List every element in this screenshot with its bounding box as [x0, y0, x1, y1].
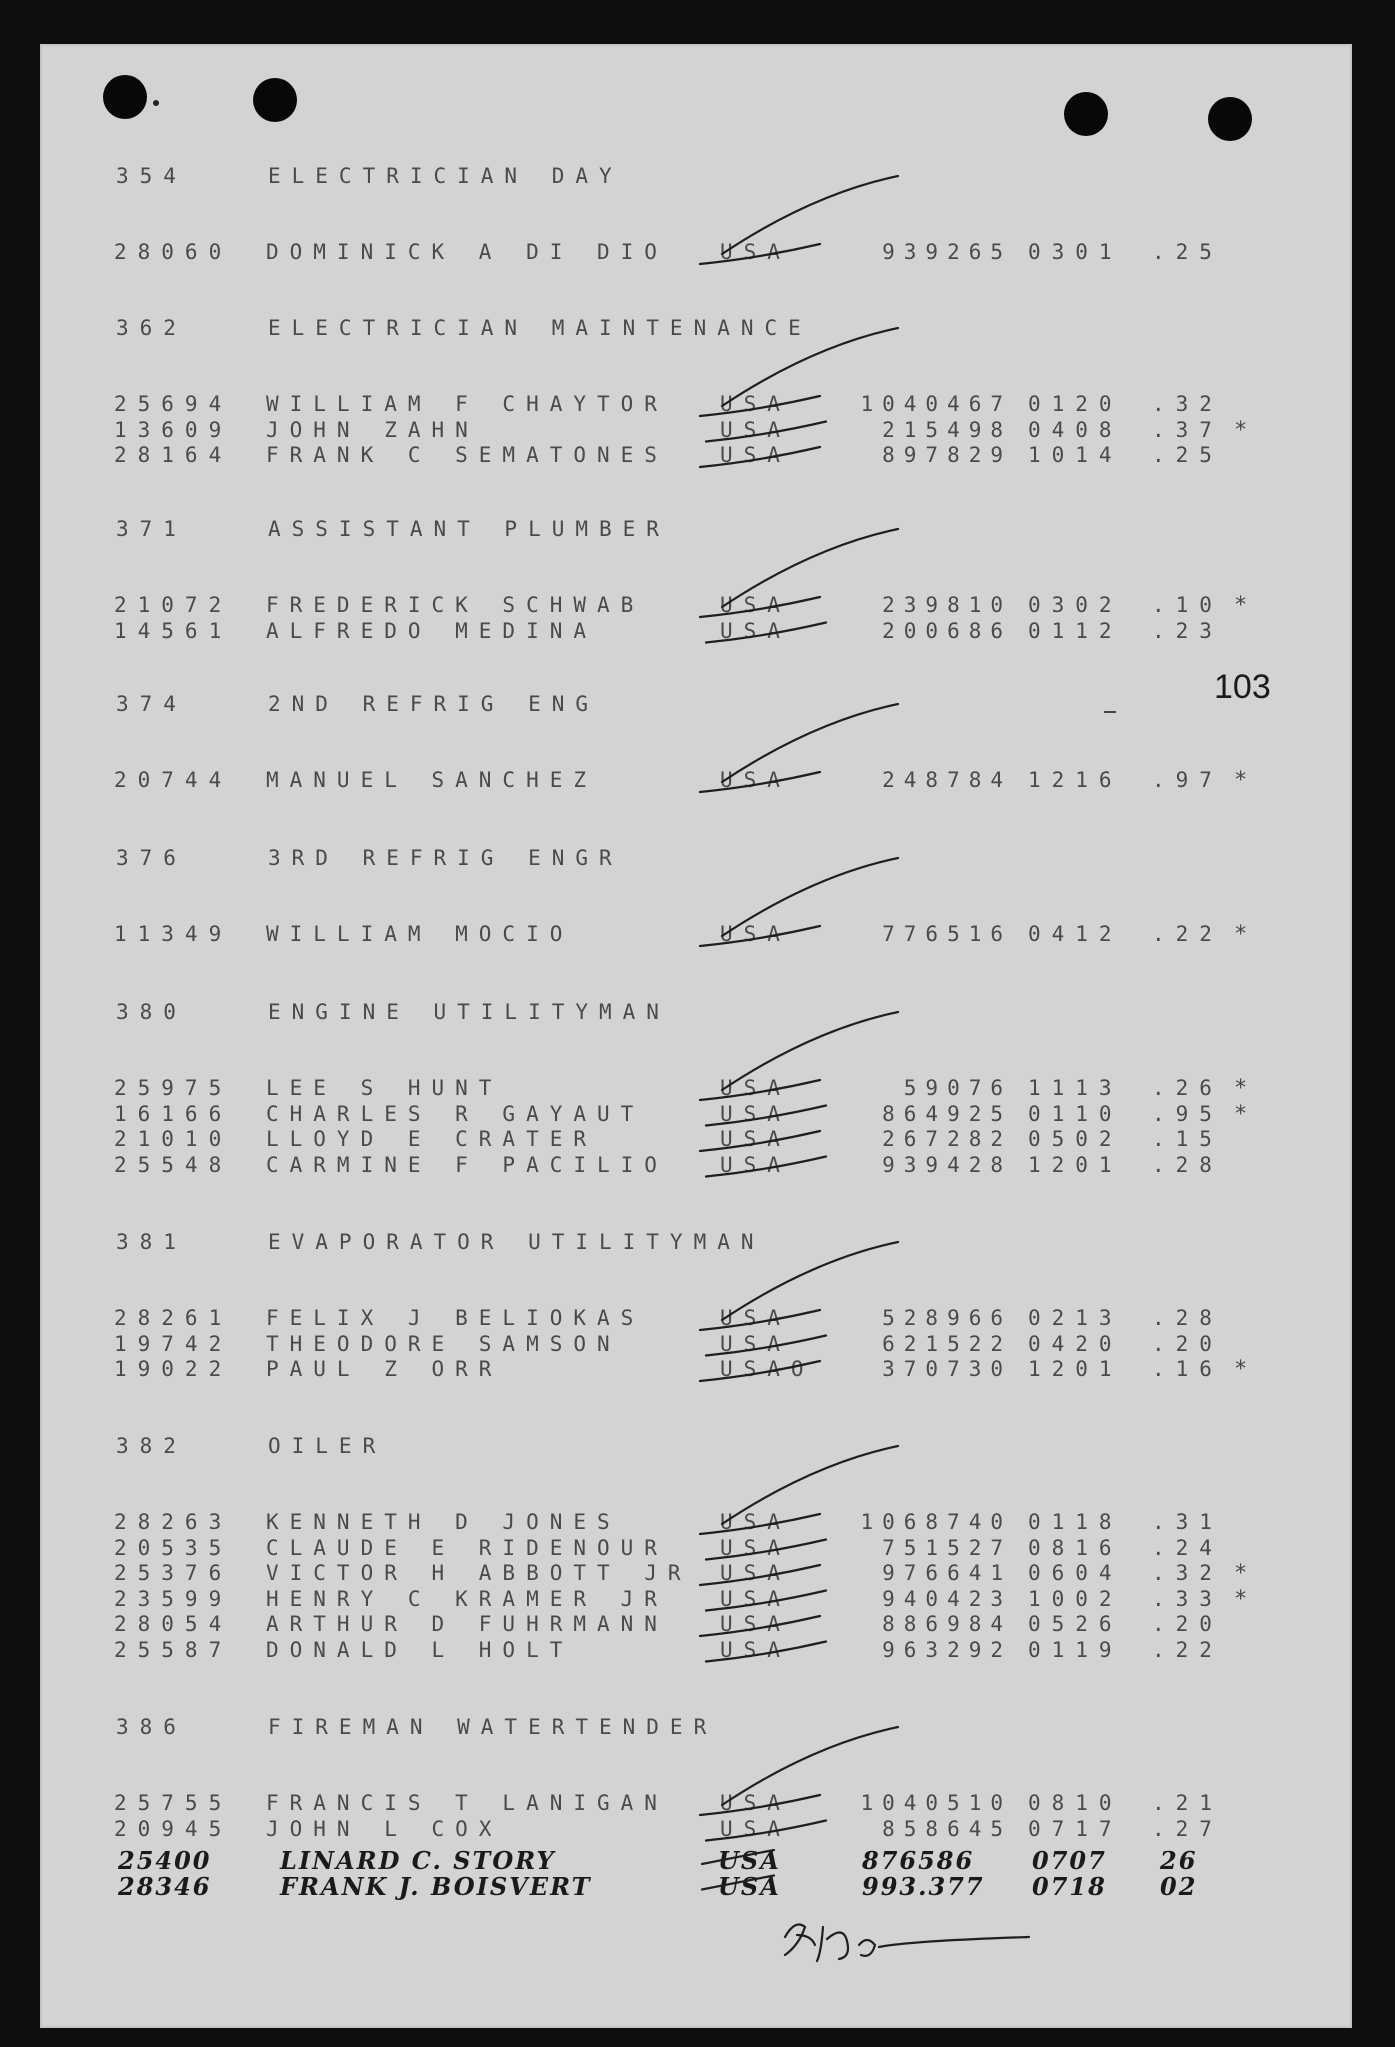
section-header	[0, 1715, 1395, 1743]
date-code: 0302	[1028, 593, 1123, 617]
asterisk-flag: *	[1234, 1561, 1248, 1586]
crew-id: 25587	[114, 1637, 233, 1662]
rate: .20	[1152, 1331, 1223, 1356]
crew-name: LINARD C. STORY	[280, 1846, 556, 1875]
document-number: 993.377	[862, 1871, 985, 1901]
date-code: 0526	[1028, 1612, 1123, 1636]
rate: .31	[1152, 1510, 1223, 1534]
rate: .95	[1152, 1101, 1223, 1126]
citizenship: USA	[720, 1816, 791, 1841]
crew-name: JOHN ZAHN	[266, 417, 479, 442]
rate: 02	[1160, 1871, 1198, 1901]
date-code: 0412	[1028, 922, 1123, 946]
section-header	[0, 316, 1395, 344]
citizenship: USA	[720, 1152, 791, 1177]
date-code: 0810	[1028, 1791, 1123, 1815]
citizenship: USA	[720, 1101, 791, 1126]
citizenship: USA	[718, 1846, 781, 1875]
crew-row	[0, 1587, 1395, 1615]
job-title: 3RD REFRIG ENGR	[268, 846, 623, 870]
handwritten-row	[0, 1872, 1395, 1904]
citizenship: USA	[720, 618, 791, 643]
date-code: 0301	[1028, 240, 1123, 264]
crew-name: CHARLES R GAYAUT	[266, 1101, 645, 1126]
document-number: 976641	[882, 1561, 1012, 1585]
crew-row	[0, 392, 1395, 420]
crew-id: 13609	[114, 417, 233, 442]
job-code: 382	[116, 1434, 187, 1458]
job-title: FIREMAN WATERTENDER	[268, 1715, 718, 1739]
document-number: 858645	[882, 1816, 1012, 1841]
date-code: 1216	[1028, 768, 1123, 792]
job-code: 354	[116, 164, 187, 188]
date-code: 0119	[1028, 1637, 1123, 1662]
asterisk-flag: *	[1234, 417, 1248, 443]
page-number: 103	[1214, 668, 1271, 706]
section-header	[0, 164, 1395, 192]
rate: .25	[1152, 240, 1223, 264]
rate: .25	[1152, 443, 1223, 467]
job-title: ASSISTANT PLUMBER	[268, 517, 670, 541]
citizenship: USA	[720, 240, 791, 264]
rate: .28	[1152, 1306, 1223, 1330]
rate: .24	[1152, 1535, 1223, 1560]
document-number: 370730	[882, 1357, 1012, 1381]
crew-name: ARTHUR D FUHRMANN	[266, 1612, 668, 1636]
citizenship: USA	[720, 1510, 791, 1534]
asterisk-flag: *	[1234, 1101, 1248, 1127]
rate: .21	[1152, 1791, 1223, 1815]
crew-name: PAUL Z ORR	[266, 1357, 503, 1381]
punch-hole	[103, 75, 147, 119]
crew-row	[0, 1076, 1395, 1104]
job-title: ELECTRICIAN DAY	[268, 164, 623, 188]
crew-row	[0, 1332, 1395, 1360]
document-number: 876586	[862, 1846, 975, 1875]
crew-name: FELIX J BELIOKAS	[266, 1306, 645, 1330]
crew-row	[0, 1561, 1395, 1589]
job-code: 374	[116, 692, 187, 716]
crew-row	[0, 240, 1395, 268]
date-code: 0816	[1028, 1535, 1123, 1560]
citizenship: USA	[720, 922, 791, 946]
citizenship: USA	[720, 1535, 791, 1560]
crew-id: 28263	[114, 1510, 233, 1534]
job-code: 362	[116, 316, 187, 340]
document-number: 939428	[882, 1152, 1012, 1177]
crew-id: 25975	[114, 1076, 233, 1100]
crew-row	[0, 1357, 1395, 1385]
date-code: 0112	[1028, 618, 1123, 643]
crew-row	[0, 922, 1395, 950]
crew-row	[0, 1127, 1395, 1155]
crew-id: 25400	[118, 1846, 212, 1875]
crew-id: 23599	[114, 1586, 233, 1611]
asterisk-flag: *	[1234, 1586, 1248, 1612]
citizenship: USA	[720, 593, 791, 617]
crew-name: WILLIAM MOCIO	[266, 922, 574, 946]
crew-name: WILLIAM F CHAYTOR	[266, 392, 668, 416]
section-header	[0, 1230, 1395, 1258]
section-header	[0, 517, 1395, 545]
asterisk-flag: *	[1234, 922, 1248, 947]
crew-id: 20744	[114, 768, 233, 792]
job-title: OILER	[268, 1434, 387, 1458]
crew-name: ALFREDO MEDINA	[266, 618, 598, 643]
citizenship: USA	[720, 1637, 791, 1662]
document-number: 1040510	[860, 1791, 1012, 1815]
crew-id: 25694	[114, 392, 233, 416]
crew-id: 21072	[114, 593, 233, 617]
rate: .16	[1152, 1357, 1223, 1381]
punch-hole	[1208, 97, 1252, 141]
date-code: 1002	[1028, 1586, 1123, 1611]
citizenship: USA	[720, 392, 791, 416]
rate: .15	[1152, 1127, 1223, 1151]
document-number: 239810	[882, 593, 1012, 617]
job-code: 376	[116, 846, 187, 870]
citizenship: USA	[720, 1306, 791, 1330]
citizenship: USA	[720, 417, 791, 442]
rate: .37	[1152, 417, 1223, 442]
document-number: 528966	[882, 1306, 1012, 1330]
crew-row	[0, 1536, 1395, 1564]
document-number: 1040467	[860, 392, 1012, 416]
date-code: 0118	[1028, 1510, 1123, 1534]
crew-name: MANUEL SANCHEZ	[266, 768, 598, 792]
crew-id: 25548	[114, 1152, 233, 1177]
crew-row	[0, 1612, 1395, 1640]
citizenship: USA	[720, 1127, 791, 1151]
section-header	[0, 1000, 1395, 1028]
document-number: 776516	[882, 922, 1012, 946]
rate: .23	[1152, 618, 1223, 643]
citizenship: USAO	[720, 1357, 815, 1381]
crew-name: FRANK C SEMATONES	[266, 443, 668, 467]
job-code: 371	[116, 517, 187, 541]
document-number: 886984	[882, 1612, 1012, 1636]
crew-name: FRANCIS T LANIGAN	[266, 1791, 668, 1815]
date-code: 1201	[1028, 1357, 1123, 1381]
rate: .28	[1152, 1152, 1223, 1177]
crew-id: 20535	[114, 1535, 233, 1560]
date-code: 0408	[1028, 417, 1123, 442]
rate: .32	[1152, 392, 1223, 416]
date-code: 0717	[1028, 1816, 1123, 1841]
crew-row	[0, 768, 1395, 796]
date-code: 0420	[1028, 1331, 1123, 1356]
rate: .10	[1152, 593, 1223, 617]
rate: .27	[1152, 1816, 1223, 1841]
crew-name: LLOYD E CRATER	[266, 1127, 598, 1151]
rate: 26	[1160, 1846, 1198, 1875]
crew-name: DOMINICK A DI DIO	[266, 240, 668, 264]
crew-name: CARMINE F PACILIO	[266, 1152, 668, 1177]
job-title: EVAPORATOR UTILITYMAN	[268, 1230, 765, 1254]
document-number: 248784	[882, 768, 1012, 792]
section-header	[0, 846, 1395, 874]
crew-id: 25755	[114, 1791, 233, 1815]
crew-row	[0, 1306, 1395, 1334]
crew-id: 14561	[114, 618, 233, 643]
crew-row	[0, 1153, 1395, 1181]
crew-row	[0, 1791, 1395, 1819]
stray-mark	[153, 100, 159, 106]
crew-row	[0, 1102, 1395, 1130]
asterisk-flag: *	[1234, 1076, 1248, 1101]
citizenship: USA	[720, 443, 791, 467]
date-code: 0120	[1028, 392, 1123, 416]
crew-id: 21010	[114, 1127, 233, 1151]
crew-row	[0, 593, 1395, 621]
date-code: 0502	[1028, 1127, 1123, 1151]
crew-id: 11349	[114, 922, 233, 946]
crew-row	[0, 1638, 1395, 1666]
document-number: 59076	[903, 1076, 1012, 1100]
crew-id: 16166	[114, 1101, 233, 1126]
date-code: 0718	[1032, 1871, 1107, 1901]
citizenship: USA	[720, 1791, 791, 1815]
job-code: 380	[116, 1000, 187, 1024]
crew-id: 28164	[114, 443, 233, 467]
section-header	[0, 1434, 1395, 1462]
rate: .33	[1152, 1586, 1223, 1611]
punch-hole	[253, 78, 297, 122]
rate: .97	[1152, 768, 1223, 792]
document-number: 940423	[882, 1586, 1012, 1611]
crew-name: KENNETH D JONES	[266, 1510, 621, 1534]
date-code: 0110	[1028, 1101, 1123, 1126]
asterisk-flag: *	[1234, 593, 1248, 618]
crew-id: 28346	[118, 1871, 212, 1901]
crew-row	[0, 418, 1395, 446]
citizenship: USA	[720, 768, 791, 792]
document-number: 939265	[882, 240, 1012, 264]
crew-id: 28261	[114, 1306, 233, 1330]
rate: .20	[1152, 1612, 1223, 1636]
crew-id: 28060	[114, 240, 233, 264]
document-number: 864925	[882, 1101, 1012, 1126]
date-code: 1014	[1028, 443, 1123, 467]
crew-name: THEODORE SAMSON	[266, 1331, 621, 1356]
document-number: 1068740	[860, 1510, 1012, 1534]
crew-name: HENRY C KRAMER JR	[266, 1586, 668, 1611]
asterisk-flag: *	[1234, 1357, 1248, 1382]
citizenship: USA	[720, 1331, 791, 1356]
job-code: 381	[116, 1230, 187, 1254]
crew-row	[0, 1510, 1395, 1538]
asterisk-flag: *	[1234, 768, 1248, 793]
section-header	[0, 692, 1395, 720]
job-code: 386	[116, 1715, 187, 1739]
crew-id: 19742	[114, 1331, 233, 1356]
document-number: 215498	[882, 417, 1012, 442]
crew-name: CLAUDE E RIDENOUR	[266, 1535, 668, 1560]
crew-id: 19022	[114, 1357, 233, 1381]
citizenship: USA	[720, 1586, 791, 1611]
rate: .26	[1152, 1076, 1223, 1100]
crew-row	[0, 1817, 1395, 1845]
rate: .22	[1152, 1637, 1223, 1662]
document-number: 267282	[882, 1127, 1012, 1151]
date-code: 0213	[1028, 1306, 1123, 1330]
citizenship: USA	[720, 1612, 791, 1636]
punch-hole	[1064, 92, 1108, 136]
job-title: 2ND REFRIG ENG	[268, 692, 600, 716]
crew-row	[0, 619, 1395, 647]
crew-id: 28054	[114, 1612, 233, 1636]
document-number: 200686	[882, 618, 1012, 643]
job-title: ELECTRICIAN MAINTENANCE	[268, 316, 812, 340]
date-code: 1113	[1028, 1076, 1123, 1100]
citizenship: USA	[718, 1871, 781, 1901]
document-number: 963292	[882, 1637, 1012, 1662]
crew-name: FREDERICK SCHWAB	[266, 593, 645, 617]
crew-name: VICTOR H ABBOTT JR	[266, 1561, 692, 1585]
citizenship: USA	[720, 1561, 791, 1585]
crew-name: JOHN L COX	[266, 1816, 503, 1841]
document-number: 897829	[882, 443, 1012, 467]
document-number: 621522	[882, 1331, 1012, 1356]
date-code: 0707	[1032, 1846, 1107, 1875]
date-code: 0604	[1028, 1561, 1123, 1585]
crew-name: FRANK J. BOISVERT	[280, 1871, 592, 1901]
citizenship: USA	[720, 1076, 791, 1100]
crew-row	[0, 443, 1395, 471]
rate: .32	[1152, 1561, 1223, 1585]
crew-name: LEE S HUNT	[266, 1076, 503, 1100]
job-title: ENGINE UTILITYMAN	[268, 1000, 670, 1024]
crew-name: DONALD L HOLT	[266, 1637, 574, 1662]
crew-id: 25376	[114, 1561, 233, 1585]
date-code: 1201	[1028, 1152, 1123, 1177]
document-number: 751527	[882, 1535, 1012, 1560]
rate: .22	[1152, 922, 1223, 946]
crew-id: 20945	[114, 1816, 233, 1841]
